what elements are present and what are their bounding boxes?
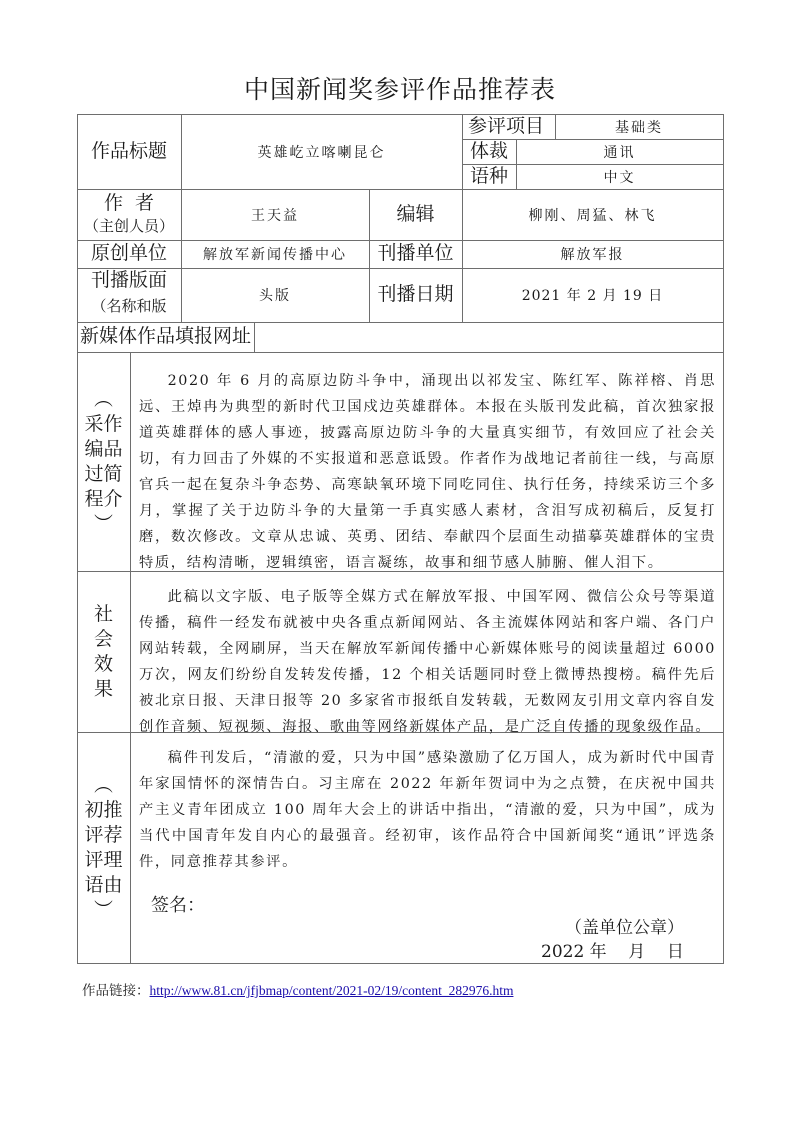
process-label-char: ︵ [93,387,113,410]
seal-label: （盖单位公章） [565,918,684,938]
footer-label: 作品链接： [82,983,150,998]
date-value: 2021 年 2 月 19 日 [521,288,664,304]
effect-label-char: 效 [93,652,113,675]
effect-text: 此稿以文字版、电子版等全媒方式在解放军报、中国军网、微信公众号等渠道传播，稿件一经发布就被中央各重点新闻网站、各主流媒体网站和客户端、各门户网站转载，全网刷屏，当天在解放军新闻传播中心新媒体账号的阅读量超过 6000 万次，网友们纷纷自发转发传播，12 个相关话题同时登上微博热搜榜。稿件先后被北京日报、天津日报等 20 多家省市报纸自发转载，无数网友引用文章内容自发创作音频、短视频、海报、歌曲等网络新媒体产品，是广泛自传播的现象级作品。 [139,589,716,735]
effect-label-char: 会 [93,627,113,650]
effect-section-label [77,571,130,732]
author-label-cell [77,189,181,240]
date-label: 刊播日期 [377,283,454,306]
new-media-label: 新媒体作品填报网址 [79,325,251,348]
work-title-value: 英雄屹立喀喇昆仑 [257,144,386,161]
language-value: 中文 [603,169,636,186]
recommend-label-char: ︵ [93,773,113,796]
divider [77,352,724,353]
language-label: 语种 [469,164,508,187]
table-border-right [723,114,724,964]
process-text: 2020 年 6 月的高原边防斗争中，涌现出以祁发宝、陈红军、陈祥榕、肖思远、王焯冉为典型的新时代卫国戍边英雄群体。本报在头版刊发此稿，首次独家报道英雄群体的感人事迹，披露高原边防斗争的大量真实细节，有效回应了社会关切，有力回击了外媒的不实报道和恶意诋毁。作者作为战地记者前往一线，与高原官兵一起在复杂斗争态势、高寒缺氧环境下同吃同住、执行任务，持续采访三个多月，掌握了关于边防斗争的大量第一手真实感人素材，含泪写成初稿后，反复打磨，数次修改。文章从忠诚、英勇、团结、奉献四个层面生动描摹英雄群体的宝贵特质，结构清晰，逻辑缜密，语言凝练，故事和细节感人肺腑、催人泪下。 [139,373,716,571]
effect-label-char: 社 [93,602,113,625]
page-value: 头版 [259,288,291,304]
author-label: 作 者 [103,192,155,215]
work-link[interactable]: http://www.81.cn/jfjbmap/content/2021-02/19/content_282976.htm [149,983,514,998]
publish-unit-label: 刊播单位 [377,242,454,265]
genre-label: 体裁 [469,139,508,162]
page-sublabel: （名称和版 [91,296,167,315]
work-title-label: 作品标题 [90,139,167,162]
editor-label: 编辑 [396,202,435,225]
category-value: 基础类 [615,119,663,136]
author-sublabel: （主创人员） [83,216,174,235]
recommend-label-char: 语由 [84,873,123,896]
footer [82,979,513,999]
recommend-label-char: 评荐 [84,823,123,846]
page-title: 中国新闻奖参评作品推荐表 [243,75,556,104]
page-label-cell [77,268,181,322]
process-section-label [77,352,130,571]
recommend-label-char: ︶ [93,898,113,921]
page-label: 刊播版面 [90,269,167,291]
author-value: 王天益 [251,207,299,224]
category-label: 参评项目 [468,114,545,137]
origin-unit-value: 解放军新闻传播中心 [203,247,347,263]
editor-value: 柳刚、周猛、林飞 [528,207,657,224]
divider [130,352,131,963]
recommend-text: 稿件刊发后，“清澈的爱，只为中国”感染激励了亿万国人，成为新时代中国青年家国情怀的深情告白。习主席在 2022 年新年贺词中为之点赞，在庆祝中国共产主义青年团成立 100 周年大会上的讲话中指出，“清澈的爱，只为中国”，成为当代中国青年发自内心的最强音。经初审，该作品符合中国新闻奖“通讯”评选条件，同意推荐其参评。 [139,750,716,870]
process-label-char: 编品 [84,437,123,460]
recommend-label-char: 评理 [84,848,123,871]
signature-label: 签名： [151,895,205,916]
origin-unit-label: 原创单位 [90,242,167,265]
genre-value: 通讯 [603,144,636,161]
recommend-section-label [77,732,130,963]
process-label-char: 过简 [84,462,123,485]
publish-unit-value: 解放军报 [560,247,625,263]
process-label-char: ︶ [93,512,113,535]
process-label-char: 采作 [84,412,123,435]
date-line: 2022 年 月 日 [541,942,684,962]
new-media-url-field [254,322,723,352]
process-label-char: 程介 [84,487,123,510]
table-border-bottom [77,963,724,964]
effect-label-char: 果 [93,677,113,700]
recommend-label-char: 初推 [84,798,123,821]
